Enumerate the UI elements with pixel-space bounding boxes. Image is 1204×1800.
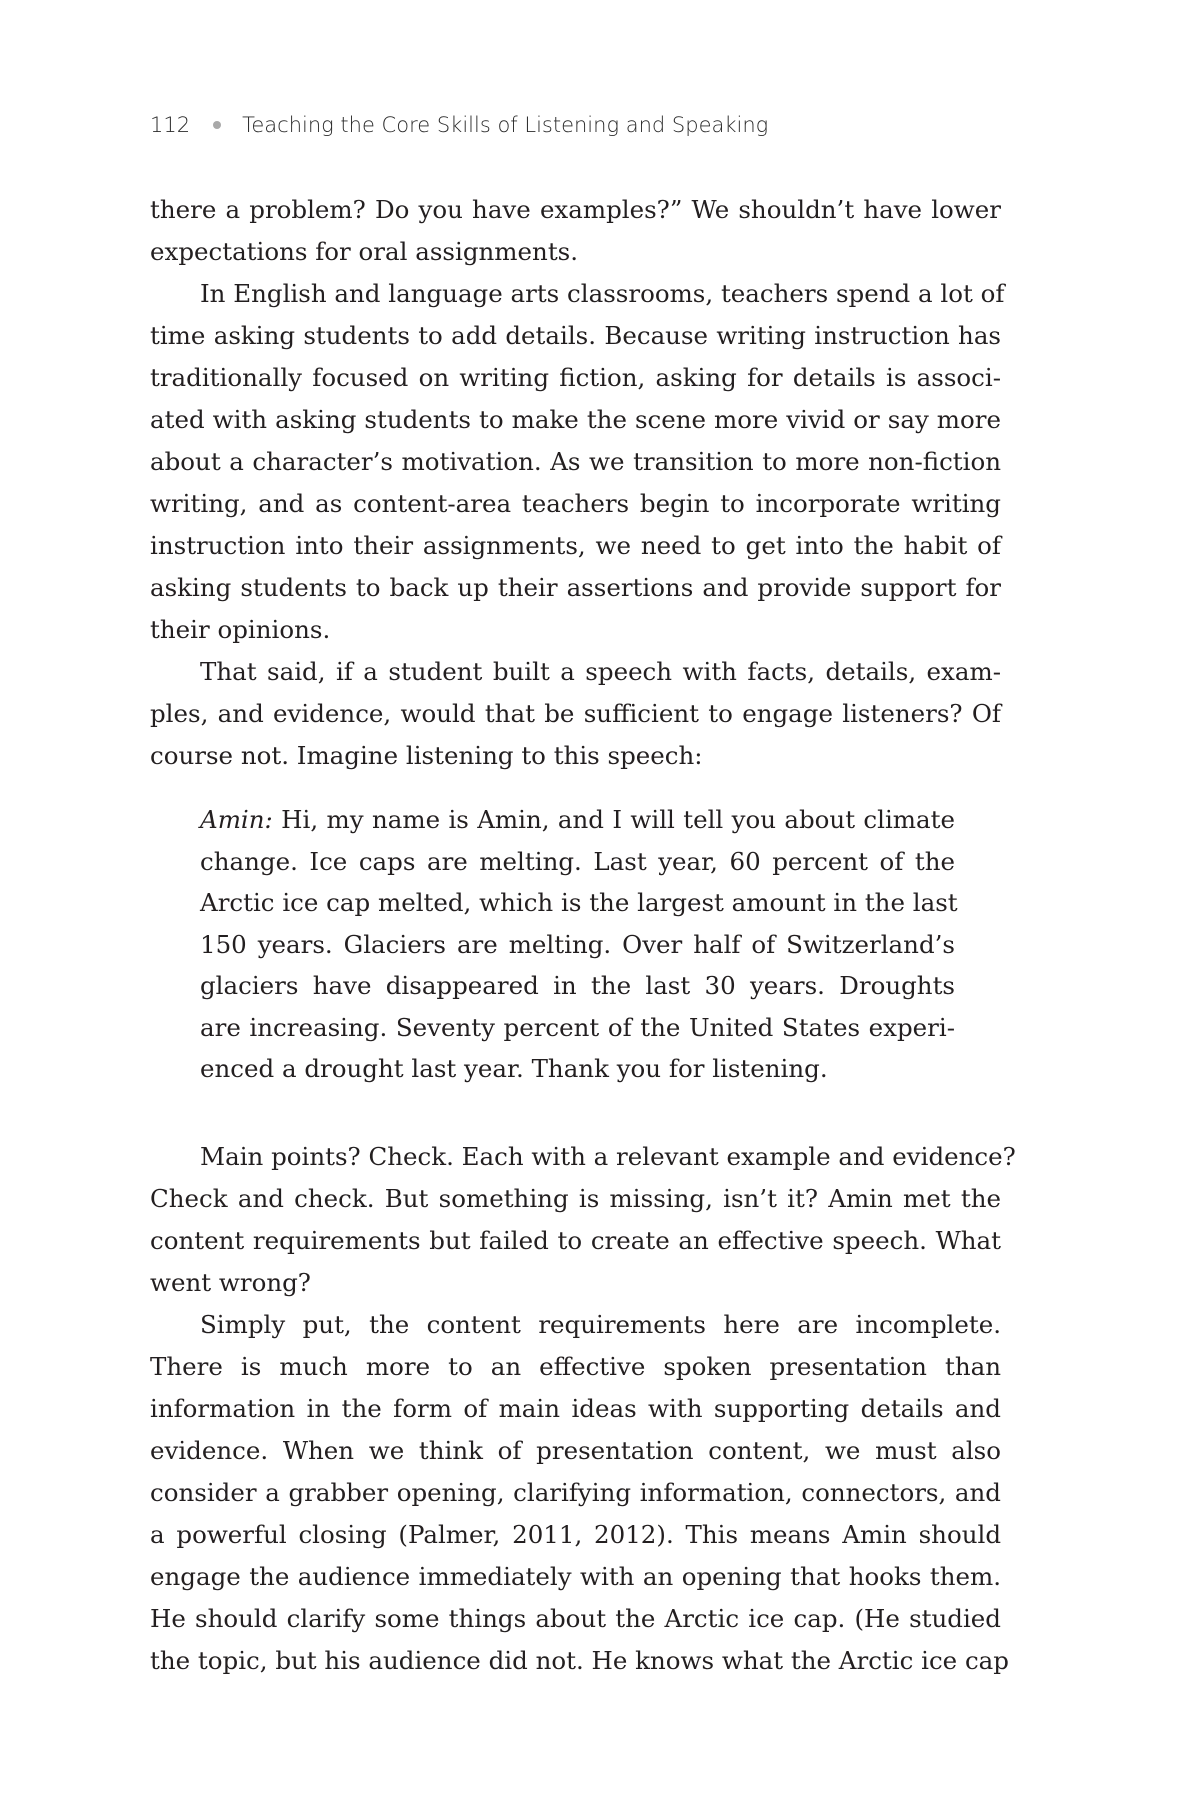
text-line: traditionally focused on writing fiction, asking for details is associ- [150,363,1001,392]
text-line: writing, and as content-area teachers begin to incorporate writing [150,489,1001,518]
text-line: In English and language arts classrooms, teachers spend a lot of [200,279,1005,308]
text-line: consider a grabber opening, clarifying information, connectors, and [150,1477,1001,1507]
page-number: 112 [150,113,191,137]
text-line: Simply put, the content requirements here are incomplete. [200,1309,1001,1339]
paragraph [150,273,1005,651]
text-line: content requirements but failed to create an effective speech. What [150,1225,1001,1255]
paragraph [150,651,1001,777]
text-line: There is much more to an effective spoken presentation than [150,1351,1001,1381]
quote-line: are increasing. Seventy percent of the United States experi- [200,1012,955,1042]
text-line: about a character’s motivation. As we transition to more non-fiction [150,447,1001,476]
text-line: instruction into their assignments, we need to get into the habit of [150,531,1001,560]
text-line: information in the form of main ideas with supporting details and [150,1393,1001,1423]
quote-text: Hi, my name is Amin, and I will tell you about climate [272,805,955,834]
text-line: He should clarify some things about the Arctic ice cap. (He studied [150,1603,1001,1633]
block-quote [200,799,958,1090]
text-line: there a problem? Do you have examples?” We shouldn’t have lower [150,195,1001,224]
text-line: asking students to back up their assertions and provide support for [150,573,1001,602]
text-line: That said, if a student built a speech with facts, details, exam- [200,657,1001,686]
quote-line: Arctic ice cap melted, which is the largest amount in the last [200,888,958,917]
paragraph [150,1304,1009,1682]
text-line: a powerful closing (Palmer, 2011, 2012). This means Amin should [150,1519,1001,1549]
quote-line: 150 years. Glaciers are melting. Over half of Switzerland’s [200,929,955,959]
bullet-separator-icon [213,121,221,129]
body-text [150,189,1016,1682]
text-line: ples, and evidence, would that be sufficient to engage listeners? Of [150,699,1001,728]
book-title: Teaching the Core Skills of Listening and Speaking [242,113,769,137]
text-line: Main points? Check. Each with a relevant example and evidence? [200,1141,1016,1171]
paragraph [150,1136,1016,1304]
text-line: their opinions. [150,615,331,644]
text-line: time asking students to add details. Because writing instruction has [150,321,1001,350]
text-line: Check and check. But something is missing, isn’t it? Amin met the [150,1183,1001,1213]
text-line: ated with asking students to make the scene more vivid or say more [150,405,1001,434]
text-line: went wrong? [150,1267,311,1297]
quote-line [200,799,955,841]
quote-line: change. Ice caps are melting. Last year, 60 percent of the [200,846,955,876]
quote-line: glaciers have disappeared in the last 30 years. Droughts [200,971,955,1000]
text-line: engage the audience immediately with an opening that hooks them. [150,1561,1001,1591]
running-head [150,110,768,140]
speaker-name: Amin: [200,805,273,834]
paragraph [150,189,1001,273]
text-line: expectations for oral assignments. [150,237,579,266]
text-line: course not. Imagine listening to this speech: [150,741,703,770]
quote-line: enced a drought last year. Thank you for listening. [200,1054,828,1083]
text-line: the topic, but his audience did not. He knows what the Arctic ice cap [150,1645,1009,1675]
text-line: evidence. When we think of presentation content, we must also [150,1435,1001,1465]
